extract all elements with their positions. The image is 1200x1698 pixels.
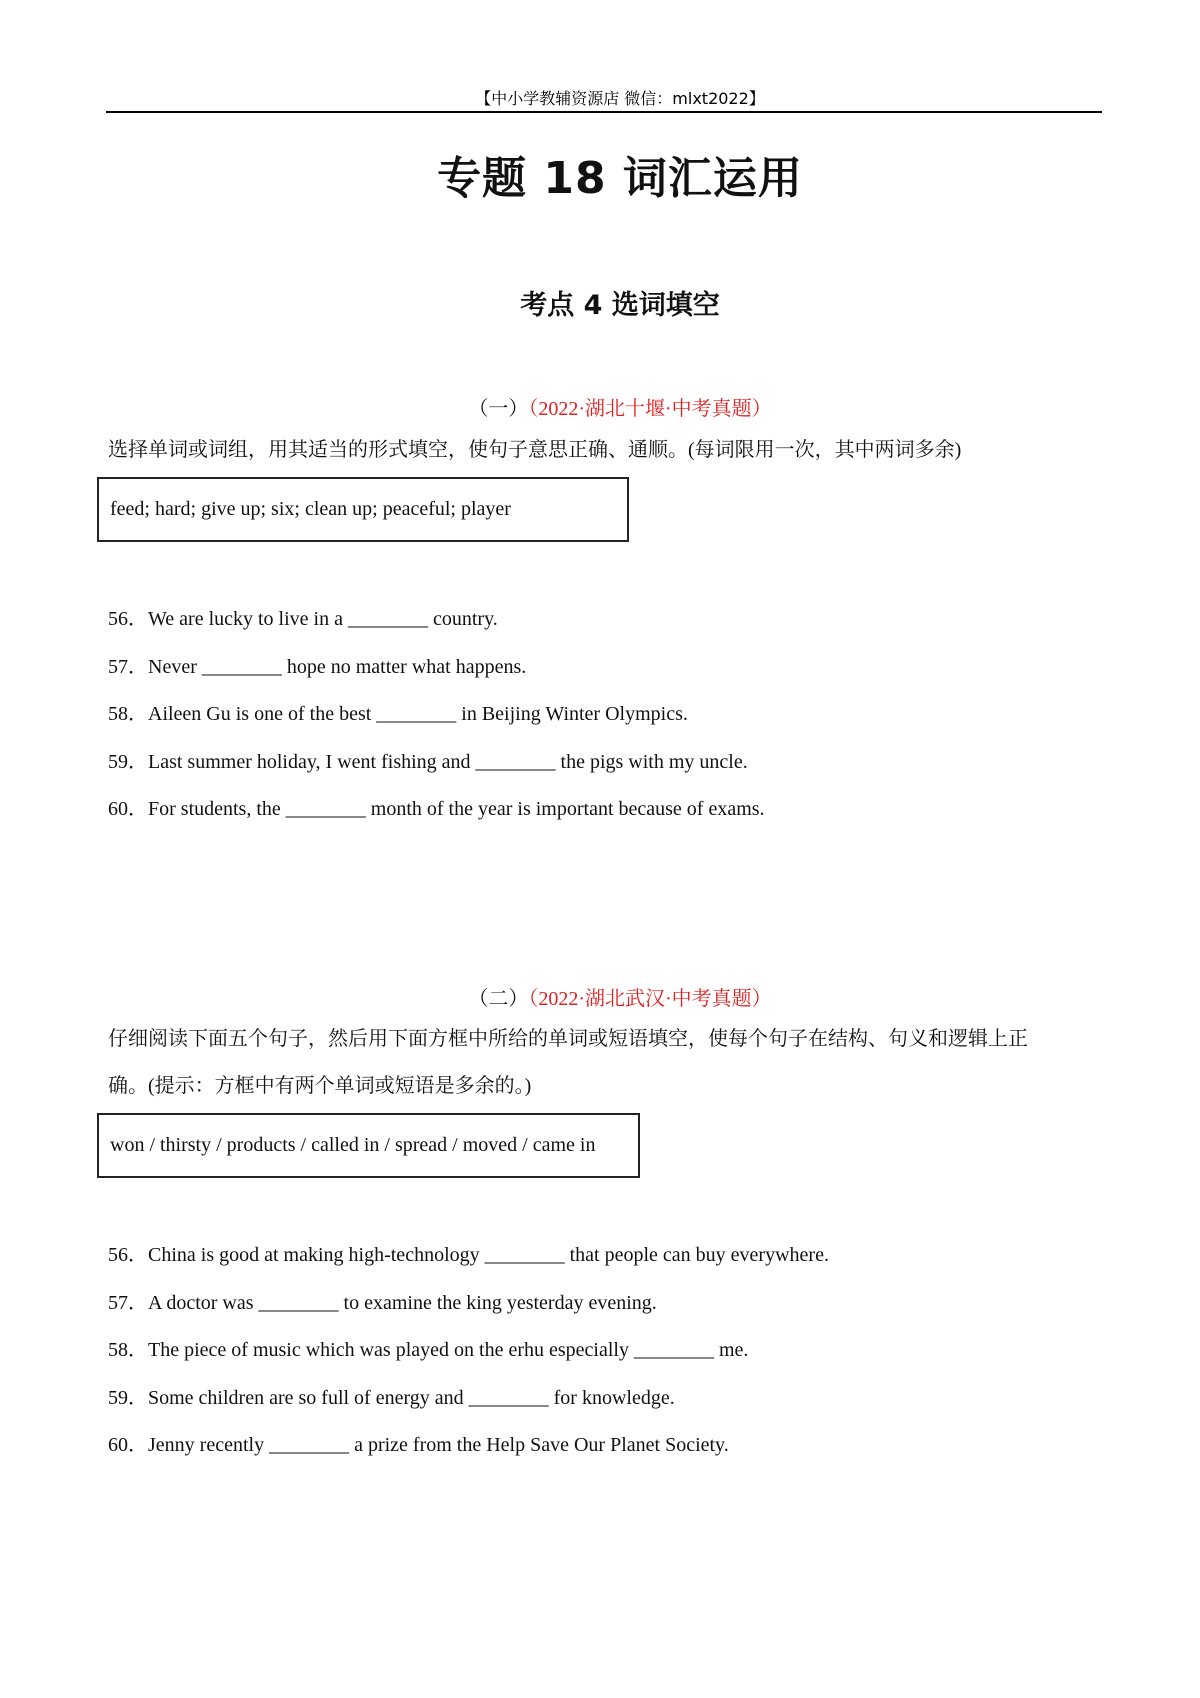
question-text: The piece of music which was played on the erhu especially ________ me. bbox=[148, 1339, 749, 1361]
question-number: 59． bbox=[108, 751, 148, 773]
question-item bbox=[108, 697, 688, 726]
question-text: A doctor was ________ to examine the king yesterday evening. bbox=[148, 1292, 657, 1314]
question-number: 56． bbox=[108, 1244, 148, 1266]
question-item bbox=[108, 602, 498, 631]
question-text: We are lucky to live in a ________ country. bbox=[148, 608, 498, 630]
question-text: For students, the ________ month of the year is important because of exams. bbox=[148, 798, 765, 820]
question-text: Aileen Gu is one of the best ________ in Beijing Winter Olympics. bbox=[148, 703, 688, 725]
question-item bbox=[108, 1238, 829, 1267]
question-item bbox=[108, 1333, 748, 1362]
section-1-heading bbox=[0, 392, 1200, 421]
header-divider bbox=[106, 111, 1102, 113]
question-number: 58． bbox=[108, 703, 148, 725]
section-2-heading bbox=[0, 982, 1200, 1011]
page-subtitle: 考点 4 选词填空 bbox=[520, 290, 720, 321]
question-number: 60． bbox=[108, 798, 148, 820]
question-text: Never ________ hope no matter what happens. bbox=[148, 656, 527, 678]
section-2-instruction-line-2: 确。(提示：方框中有两个单词或短语是多余的。) bbox=[108, 1075, 532, 1097]
question-item bbox=[108, 1428, 729, 1457]
section-1-word-list: feed; hard; give up; six; clean up; peaceful; player bbox=[110, 498, 511, 520]
question-text: China is good at making high-technology ________ that people can buy everywhere. bbox=[148, 1244, 829, 1266]
section-1-instruction: 选择单词或词组，用其适当的形式填空，使句子意思正确、通顺。(每词限用一次，其中两词多余) bbox=[108, 439, 962, 461]
question-number: 57． bbox=[108, 656, 148, 678]
question-item bbox=[108, 745, 748, 774]
page-header: 【中小学教辅资源店 微信：mlxt2022】 bbox=[475, 89, 765, 108]
section-1-word-box bbox=[97, 477, 629, 542]
question-number: 56． bbox=[108, 608, 148, 630]
question-item bbox=[108, 1381, 675, 1410]
question-text: Some children are so full of energy and ________ for knowledge. bbox=[148, 1387, 675, 1409]
section-2-word-box bbox=[97, 1113, 640, 1178]
section-1-number: （一） bbox=[468, 398, 529, 420]
section-2-word-list: won / thirsty / products / called in / spread / moved / came in bbox=[110, 1134, 596, 1156]
section-1-source: （2022·湖北十堰·中考真题） bbox=[528, 398, 772, 420]
question-item bbox=[108, 650, 526, 679]
question-number: 58． bbox=[108, 1339, 148, 1361]
question-item bbox=[108, 1286, 657, 1315]
question-number: 57． bbox=[108, 1292, 148, 1314]
section-2-instruction-line-1: 仔细阅读下面五个句子，然后用下面方框中所给的单词或短语填空，使每个句子在结构、句义和逻辑上正 bbox=[108, 1028, 1028, 1050]
question-text: Last summer holiday, I went fishing and ________ the pigs with my uncle. bbox=[148, 751, 748, 773]
question-number: 60． bbox=[108, 1434, 148, 1456]
page-title: 专题 18 词汇运用 bbox=[437, 153, 803, 204]
section-2-source: （2022·湖北武汉·中考真题） bbox=[528, 988, 772, 1010]
question-number: 59． bbox=[108, 1387, 148, 1409]
section-2-number: （二） bbox=[468, 988, 529, 1010]
question-item bbox=[108, 792, 765, 821]
question-text: Jenny recently ________ a prize from the Help Save Our Planet Society. bbox=[148, 1434, 729, 1456]
